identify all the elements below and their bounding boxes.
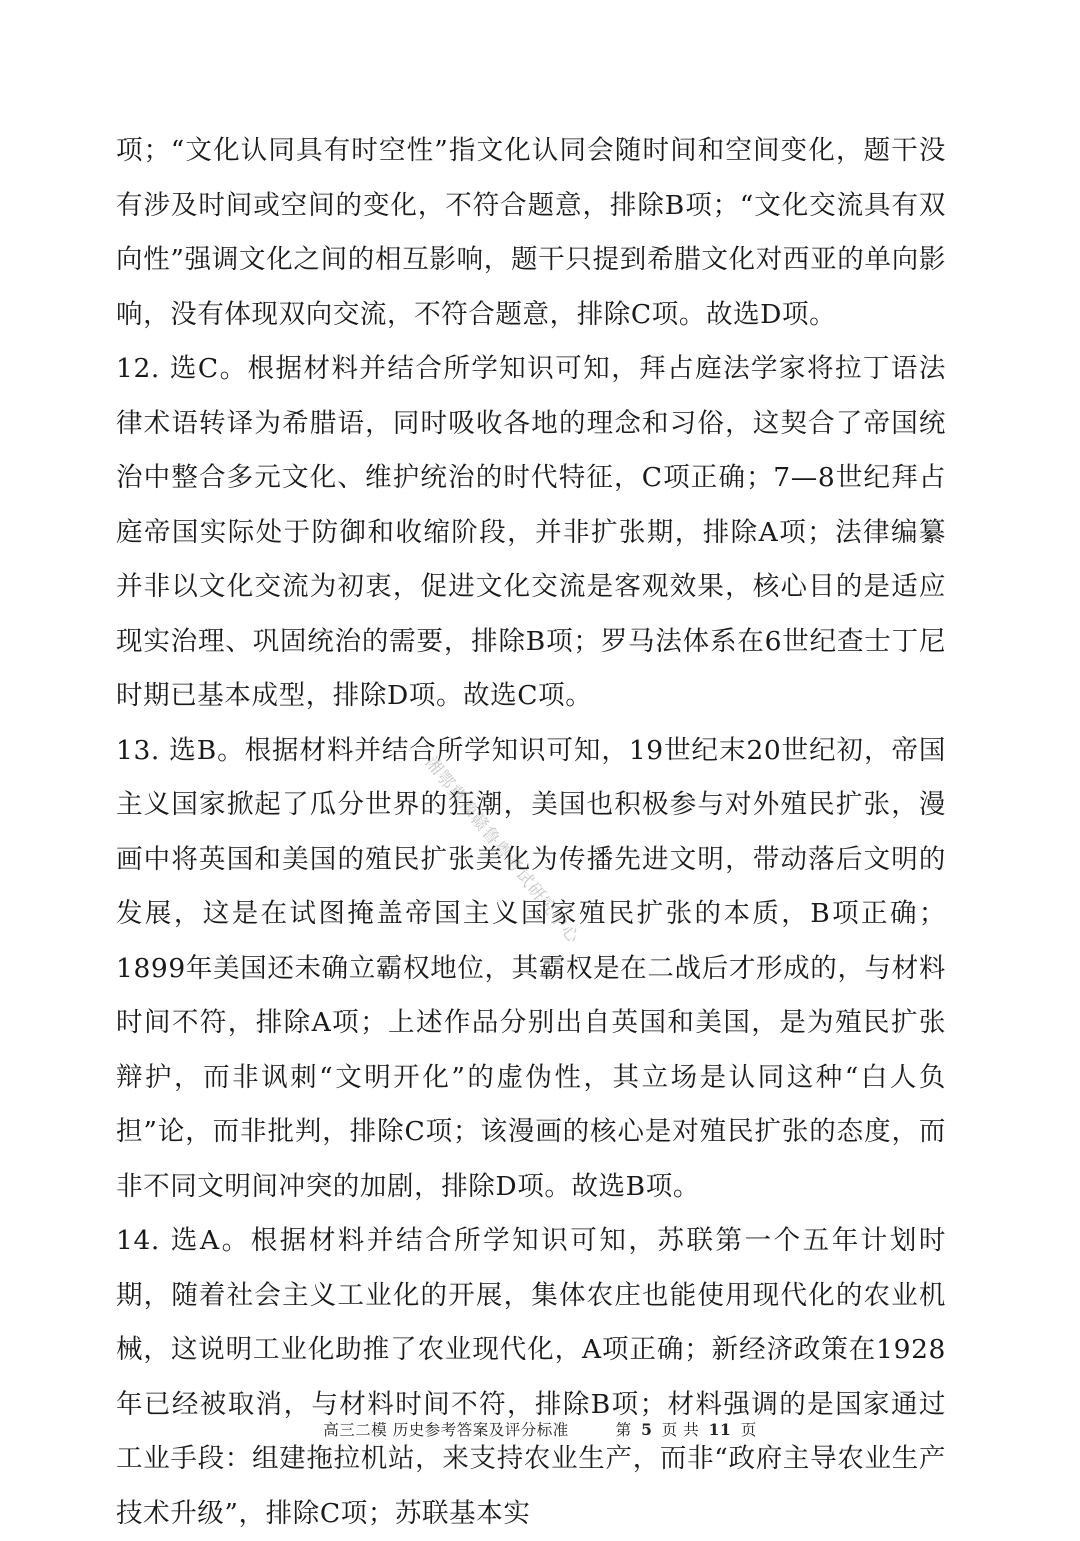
footer-page-total: 11 <box>708 1420 732 1439</box>
footer-page-number: 5 <box>641 1420 653 1439</box>
paragraph-12: 12. 选C。根据材料并结合所学知识可知，拜占庭法学家将拉丁语法律术语转译为希腊语，同时吸收各地的理念和习俗，这契合了帝国统治中整合多元文化、维护统治的时代特征，C项正确；7—8世纪拜占庭帝国实际处于防御和收缩阶段，并非扩张期，排除A项；法律编纂并非以文化交流为初衷，促进文化交流是客观效果，核心目的是适应现实治理、巩固统治的需要，排除B项；罗马法体系在6世纪查士丁尼时期已基本成型，排除D项。故选C项。 <box>116 353 946 711</box>
answer-content <box>116 124 946 1541</box>
paragraph-11-continued: 项；“文化认同具有时空性”指文化认同会随时间和空间变化，题干没有涉及时间或空间的变化，不符合题意，排除B项；“文化交流具有双向性”强调文化之间的相互影响，题干只提到希腊文化对西亚的单向影响，没有体现双向交流，不符合题意，排除C项。故选D项。 <box>116 135 946 330</box>
footer-page-suffix: 页 <box>740 1421 757 1439</box>
paragraph-14: 14. 选A。根据材料并结合所学知识可知，苏联第一个五年计划时期，随着社会主义工业化的开展，集体农庄也能使用现代化的农业机械，这说明工业化助推了农业现代化，A项正确；新经济政策在1928年已经被取消，与材料时间不符，排除B项；材料强调的是国家通过工业手段：组建拖拉机站，来支持农业生产，而非“政府主导农业生产技术升级”，排除C项；苏联基本实 <box>116 1225 946 1529</box>
watermark: 湘鄂冀豫赣鲁粤考试研究中心 <box>420 753 584 948</box>
footer-page-prefix: 第 <box>615 1421 632 1439</box>
footer-title: 高三二模 历史参考答案及评分标准 <box>323 1421 569 1439</box>
paragraph-13: 13. 选B。根据材料并结合所学知识可知，19世纪末20世纪初，帝国主义国家掀起了瓜分世界的狂潮，美国也积极参与对外殖民扩张，漫画中将英国和美国的殖民扩张美化为传播先进文明，带动落后文明的发展，这是在试图掩盖帝国主义国家殖民扩张的本质，B项正确；1899年美国还未确立霸权地位，其霸权是在二战后才形成的，与材料时间不符，排除A项；上述作品分别出自英国和美国，是为殖民扩张辩护，而非讽刺“文明开化”的虚伪性，其立场是认同这种“白人负担”论，而非批判，排除C项；该漫画的核心是对殖民扩张的态度，而非不同文明间冲突的加剧，排除D项。故选B项。 <box>116 734 946 1202</box>
footer-page-middle: 页 共 <box>661 1421 700 1439</box>
page-footer <box>0 1418 1080 1440</box>
